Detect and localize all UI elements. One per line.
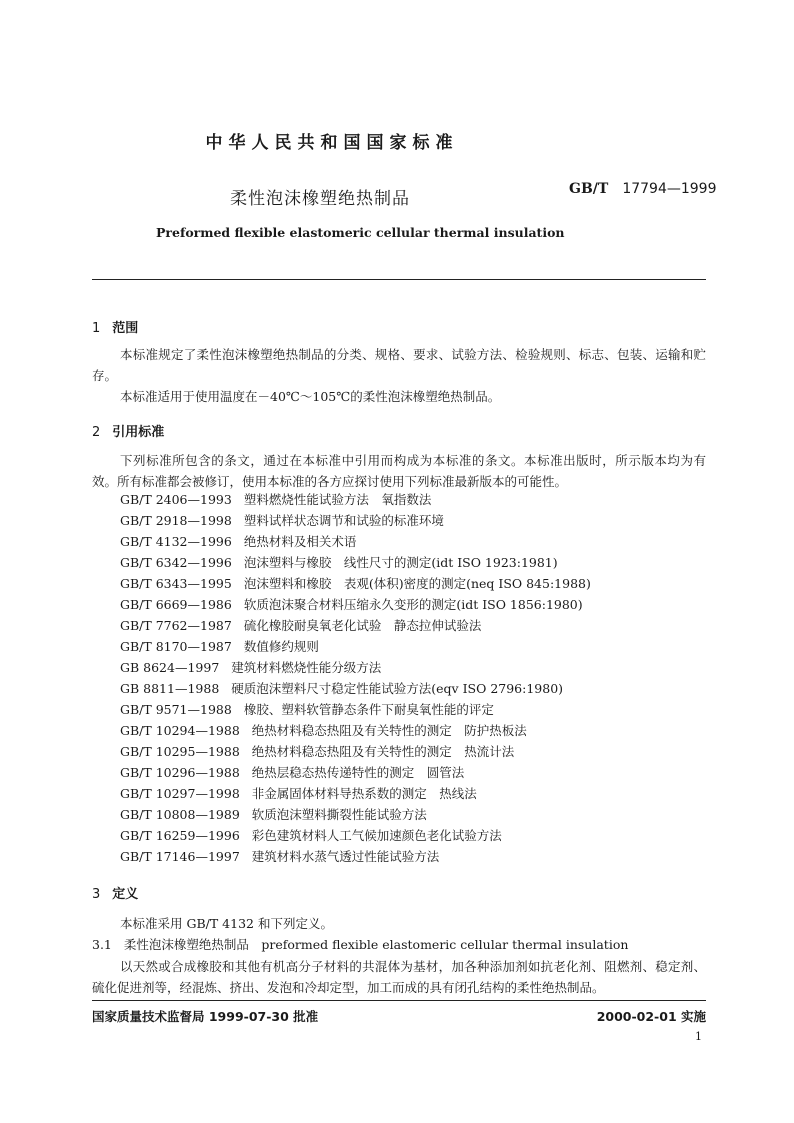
section-title: 范围 [112, 321, 139, 336]
section-3-heading [92, 883, 138, 902]
definition-term: 柔性泡沫橡塑绝热制品 preformed flexible elastomeric cellular thermal insulation [123, 937, 629, 952]
reference-name: 硫化橡胶耐臭氧老化试验 静态拉伸试验法 [243, 618, 482, 633]
section-3-intro: 本标准采用 GB/T 4132 和下列定义。 [120, 916, 333, 931]
section-2-heading [92, 421, 164, 440]
reference-name: 橡胶、塑料软管静态条件下耐臭氧性能的评定 [243, 702, 494, 717]
standard-code [569, 181, 717, 197]
reference-name: 塑料试样状态调节和试验的标准环境 [243, 513, 444, 528]
reference-item [120, 741, 591, 762]
reference-item [120, 636, 591, 657]
reference-item [120, 573, 591, 594]
document-title: 柔性泡沫橡塑绝热制品 [230, 189, 410, 209]
reference-name: 建筑材料燃烧性能分级方法 [231, 660, 382, 675]
header-divider [92, 279, 706, 280]
reference-name: 塑料燃烧性能试验方法 氧指数法 [243, 492, 432, 507]
reference-item [120, 489, 591, 510]
section-1-paragraph-1: 本标准规定了柔性泡沫橡塑绝热制品的分类、规格、要求、试验方法、检验规则、标志、包装、运输和贮存。 [92, 347, 706, 383]
reference-item [120, 825, 591, 846]
reference-code: GB/T 6669—1986 [120, 597, 232, 612]
reference-item [120, 594, 591, 615]
approval-info: 国家质量技术监督局 1999-07-30 批准 [92, 1009, 319, 1024]
reference-code: GB/T 17146—1997 [120, 849, 240, 864]
reference-code: GB/T 9571—1988 [120, 702, 232, 717]
reference-code: GB/T 6343—1995 [120, 576, 232, 591]
reference-name: 绝热材料稳态热阻及有关特性的测定 防护热板法 [251, 723, 527, 738]
reference-code: GB/T 10296—1988 [120, 765, 240, 780]
section-number: 1 [92, 321, 101, 336]
reference-item [120, 699, 591, 720]
section-2-intro: 下列标准所包含的条文，通过在本标准中引用而构成为本标准的条文。本标准出版时，所示版本均为有效。所有标准都会被修订，使用本标准的各方应探讨使用下列标准最新版本的可能性。 [92, 453, 706, 489]
reference-name: 数值修约规则 [243, 639, 319, 654]
definition-number: 3.1 [92, 937, 112, 952]
definition-3-1-heading [92, 935, 628, 953]
reference-name: 非金属固体材料导热系数的测定 热线法 [251, 786, 477, 801]
reference-item [120, 552, 591, 573]
reference-code: GB/T 2406—1993 [120, 492, 232, 507]
document-title-english: Preformed flexible elastomeric cellular thermal insulation [156, 225, 565, 240]
reference-item [120, 531, 591, 552]
page-number: 1 [695, 1030, 702, 1043]
section-1-paragraph-2: 本标准适用于使用温度在－40℃～105℃的柔性泡沫橡塑绝热制品。 [120, 389, 501, 404]
definition-3-1-text: 以天然或合成橡胶和其他有机高分子材料的共混体为基材，加各种添加剂如抗老化剂、阻燃剂、稳定剂、硫化促进剂等，经混炼、挤出、发泡和冷却定型，加工而成的具有闭孔结构的柔性绝热制品。 [92, 959, 706, 995]
section-number: 2 [92, 425, 101, 440]
reference-item [120, 510, 591, 531]
reference-name: 泡沫塑料与橡胶 线性尺寸的测定(idt ISO 1923:1981) [243, 555, 558, 570]
reference-code: GB/T 7762—1987 [120, 618, 232, 633]
reference-name: 泡沫塑料和橡胶 表观(体积)密度的测定(neq ISO 845:1988) [243, 576, 591, 591]
reference-name: 软质泡沫聚合材料压缩永久变形的测定(idt ISO 1856:1980) [243, 597, 583, 612]
reference-name: 绝热材料及相关术语 [243, 534, 357, 549]
reference-name: 绝热材料稳态热阻及有关特性的测定 热流计法 [251, 744, 515, 759]
section-number: 3 [92, 887, 101, 902]
reference-name: 软质泡沫塑料撕裂性能试验方法 [251, 807, 427, 822]
reference-code: GB/T 4132—1996 [120, 534, 232, 549]
reference-item [120, 720, 591, 741]
reference-name: 彩色建筑材料人工气候加速颜色老化试验方法 [251, 828, 502, 843]
standard-prefix: GB/T [569, 181, 609, 197]
reference-code: GB/T 10297—1998 [120, 786, 240, 801]
section-title: 定义 [112, 887, 139, 902]
reference-code: GB/T 16259—1996 [120, 828, 240, 843]
reference-name: 建筑材料水蒸气透过性能试验方法 [251, 849, 440, 864]
reference-code: GB/T 10295—1988 [120, 744, 240, 759]
reference-code: GB/T 10294—1988 [120, 723, 240, 738]
reference-item [120, 783, 591, 804]
reference-code: GB/T 8170—1987 [120, 639, 232, 654]
standard-number: 17794—1999 [622, 181, 717, 197]
section-title: 引用标准 [112, 425, 165, 440]
reference-name: 绝热层稳态热传递特性的测定 圆管法 [251, 765, 465, 780]
effective-date: 2000-02-01 实施 [596, 1009, 706, 1024]
reference-code: GB 8624—1997 [120, 660, 220, 675]
footer-divider [92, 1000, 706, 1001]
reference-item [120, 762, 591, 783]
section-1-heading [92, 317, 138, 336]
national-standard-title: 中华人民共和国国家标准 [205, 133, 459, 153]
reference-name: 硬质泡沫塑料尺寸稳定性能试验方法(eqv ISO 2796:1980) [231, 681, 564, 696]
reference-item [120, 615, 591, 636]
reference-list [120, 489, 591, 867]
reference-code: GB 8811—1988 [120, 681, 220, 696]
reference-item [120, 657, 591, 678]
reference-item [120, 804, 591, 825]
reference-code: GB/T 6342—1996 [120, 555, 232, 570]
reference-item [120, 678, 591, 699]
reference-code: GB/T 10808—1989 [120, 807, 240, 822]
reference-item [120, 846, 591, 867]
reference-code: GB/T 2918—1998 [120, 513, 232, 528]
